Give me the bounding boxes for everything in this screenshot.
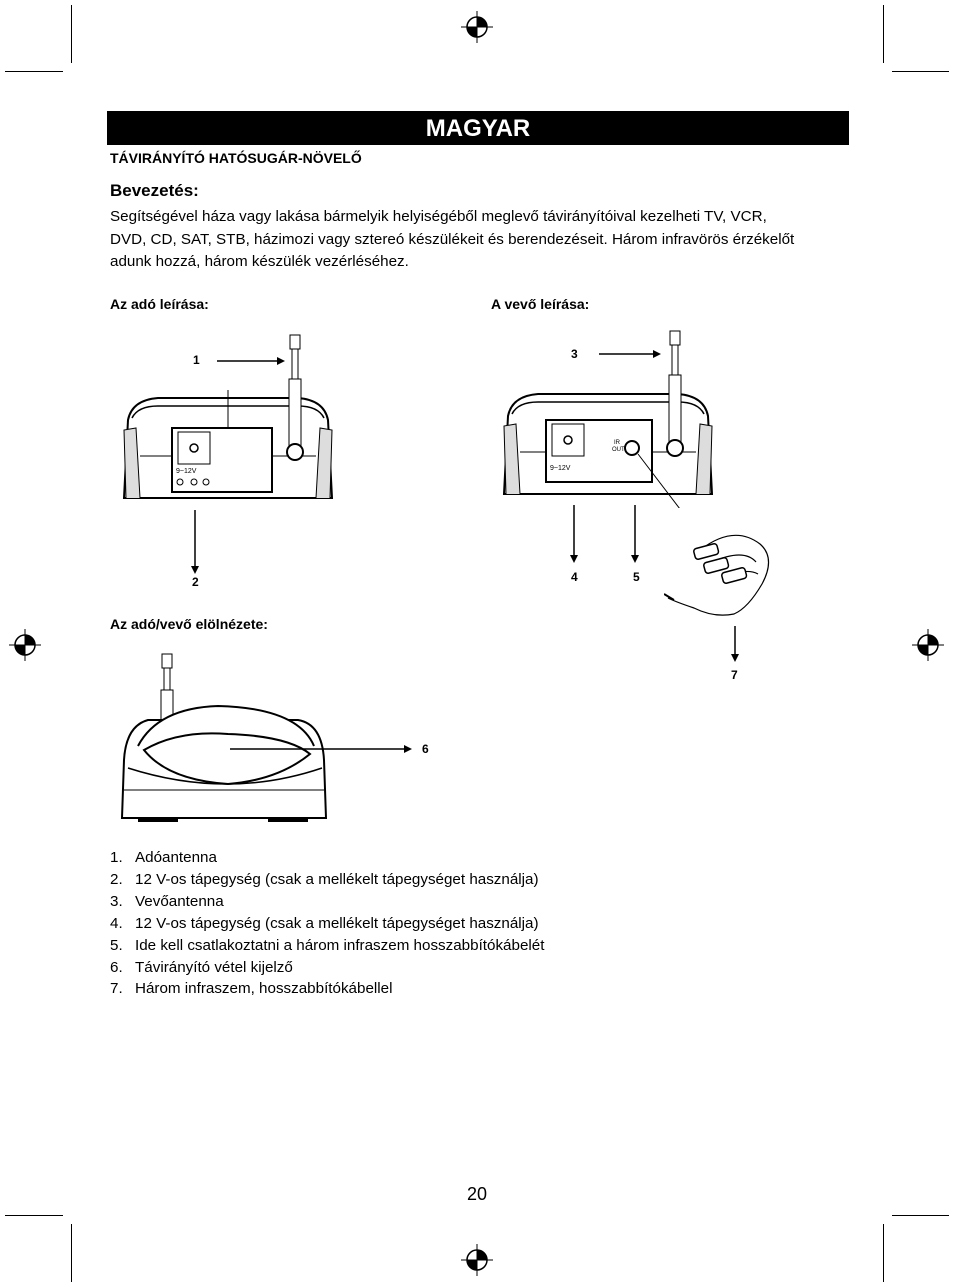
intro-line: Segítségével háza vagy lakása bármelyik helyiségéből meglevő távirányítóival kezelheti TV, VCR, (110, 208, 767, 225)
receiver-heading: A vevő leírása: (491, 296, 590, 312)
product-title: TÁVIRÁNYÍTÓ HATÓSUGÁR-NÖVELŐ (110, 150, 362, 166)
front-view-heading: Az adó/vevő elölnézete: (110, 616, 268, 632)
list-item: 1. Adóantenna (110, 849, 217, 866)
callout-arrow-4 (567, 503, 581, 565)
callout-number: 5 (633, 570, 640, 584)
list-item: 6. Távirányító vétel kijelző (110, 958, 293, 976)
ir-eyes-diagram (664, 528, 780, 620)
callout-arrow-3 (597, 347, 661, 361)
parts-list (110, 847, 544, 1000)
callout-number: 3 (571, 347, 578, 361)
callout-number: 2 (192, 575, 199, 589)
callout-arrow-6 (228, 742, 414, 756)
ir-label: IR (614, 440, 620, 446)
registration-mark-icon (911, 628, 945, 662)
callout-number: 7 (731, 668, 738, 682)
intro-heading: Bevezetés: (110, 181, 199, 200)
page-number: 20 (466, 1184, 488, 1204)
front-view-diagram (118, 650, 338, 830)
list-item: 7. Három infraszem, hosszabbítókábellel (110, 980, 393, 998)
intro-paragraph (110, 206, 855, 274)
list-item: 5. Ide kell csatlakoztatni a három infraszem hosszabbítókábelét (110, 936, 545, 954)
callout-arrow-5 (628, 503, 642, 565)
callout-number: 1 (193, 353, 200, 367)
callout-number: 6 (422, 742, 429, 756)
transmitter-heading: Az adó leírása: (110, 296, 209, 312)
list-item: 3. Vevőantenna (110, 892, 224, 910)
callout-arrow-1 (215, 354, 285, 368)
list-item: 2. 12 V-os tápegység (csak a mellékelt tápegységet használja) (110, 870, 539, 888)
registration-mark-icon (460, 10, 494, 44)
power-label: 9~12V (176, 468, 197, 475)
callout-arrow-2 (188, 508, 202, 576)
intro-line: adunk hozzá, három készülék vezérléséhez. (110, 253, 409, 270)
registration-mark-icon (8, 628, 42, 662)
callout-arrow-7 (728, 624, 742, 664)
registration-mark-icon (460, 1243, 494, 1277)
list-item: 4. 12 V-os tápegység (csak a mellékelt tápegységet használja) (110, 914, 539, 932)
callout-number: 4 (571, 570, 578, 584)
out-label: OUT (612, 447, 625, 453)
language-header: MAGYAR (107, 111, 849, 145)
intro-line: DVD, CD, SAT, STB, házimozi vagy sztereó készülékeit és berendezéseit. Három infravörös érzékelőt (110, 230, 795, 248)
power-label: 9~12V (550, 465, 571, 472)
